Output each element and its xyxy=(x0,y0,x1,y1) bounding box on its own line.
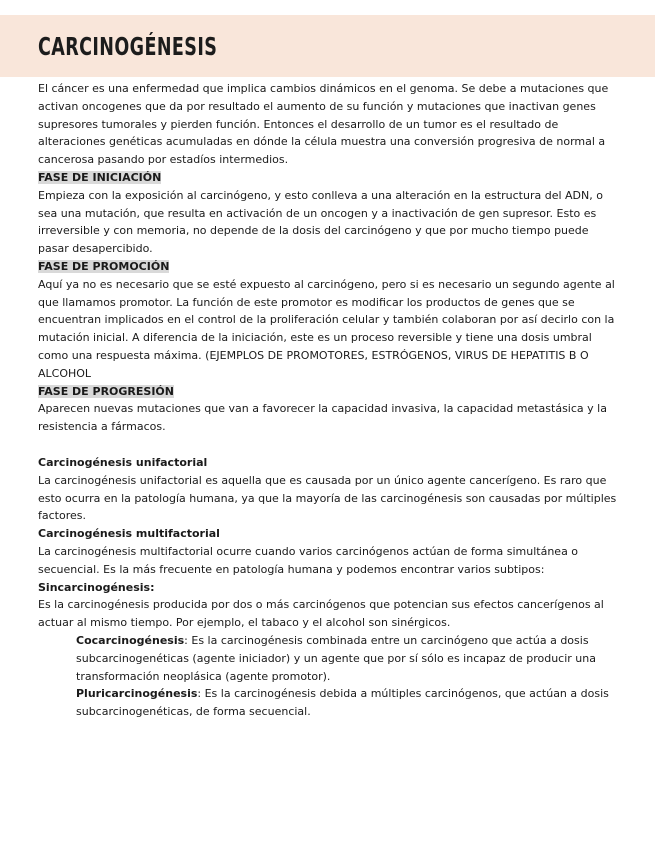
page-title: CARCINOGÉNESIS xyxy=(38,32,218,61)
subtype-cocarcinogenesis xyxy=(38,632,618,685)
unifactorial-heading: Carcinogénesis unifactorial xyxy=(38,455,208,469)
subtype-text: : Es la carcinogénesis combinada entre un carcinógeno que actúa a dosis subcarcinogenéticas (agente iniciador) y un agente que por sí sólo es incapaz de producir una transformación neoplásica (agente promotor). xyxy=(76,633,596,683)
multifactorial-text: La carcinogénesis multifactorial ocurre cuando varios carcinógenos actúan de forma simultánea o secuencial. Es la más frecuente en patología humana y podemos encontrar varios subtipos: xyxy=(38,544,579,576)
phase-text-promocion: Aquí ya no es necesario que se esté expuesto al carcinógeno, pero si es necesario un segundo agente al que llamamos promotor. La función de este promotor es modificar los productos de genes que se encuentran implicados en el control de la proliferación celular y también colaboran por así decirlo con la mutación inicial. A diferencia de la iniciación, este es un proceso reversible y tiene una dosis umbral como una respuesta máxima. (EJEMPLOS DE PROMOTORES, ESTRÓGENOS, VIRUS DE HEPATITIS B O ALCOHOL xyxy=(38,277,615,380)
phase-heading-label: FASE DE PROGRESIÓN xyxy=(38,384,174,398)
phase-heading-progresion xyxy=(38,383,618,401)
spacer xyxy=(38,436,618,454)
phase-heading-label: FASE DE PROMOCIÓN xyxy=(38,259,170,273)
unifactorial-text: La carcinogénesis unifactorial es aquella que es causada por un único agente cancerígeno. Es raro que esto ocurra en la patología humana, ya que la mayoría de las carcinogénesis son causadas por múltiples factores. xyxy=(38,473,617,523)
phase-heading-label: FASE DE INICIACIÓN xyxy=(38,170,162,184)
phase-text-iniciacion: Empieza con la exposición al carcinógeno, y esto conlleva a una alteración en la estructura del ADN, o sea una mutación, que resulta en activación de un oncogen y a inactivación de gen supresor. Esto es irreversible y con memoria, no depende de la dosis del carcinógeno y que por mucho tiempo puede pasar desapercibido. xyxy=(38,188,603,256)
subtype-pluricarcinogenesis xyxy=(38,685,618,721)
document-body xyxy=(38,80,618,721)
intro-paragraph: El cáncer es una enfermedad que implica cambios dinámicos en el genoma. Se debe a mutaciones que activan oncogenes que da por resultado el aumento de su función y mutaciones que inactivan genes supresores tumorales y pierden función. Entonces el desarrollo de un tumor es el resultado de alteraciones genéticas acumuladas en dónde la célula muestra una conversión progresiva de normal a cancerosa pasando por estadíos intermedios. xyxy=(38,82,609,167)
sincarcinogenesis-text: Es la carcinogénesis producida por dos o más carcinógenos que potencian sus efectos cancerígenos al actuar al mismo tiempo. Por ejemplo, el tabaco y el alcohol son sinérgicos. xyxy=(38,598,604,630)
sincarcinogenesis-heading: Sincarcinogénesis: xyxy=(38,580,155,594)
subtype-term: Pluricarcinogénesis xyxy=(76,687,198,701)
subtype-term: Cocarcinogénesis xyxy=(76,633,185,647)
phase-heading-promocion xyxy=(38,258,618,276)
phase-text-progresion: Aparecen nuevas mutaciones que van a favorecer la capacidad invasiva, la capacidad metastásica y la resistencia a fármacos. xyxy=(38,402,607,434)
subtype-text: : Es la carcinogénesis debida a múltiples carcinógenos, que actúan a dosis subcarcinogenéticas, de forma secuencial. xyxy=(76,687,609,719)
phase-heading-iniciacion xyxy=(38,169,618,187)
multifactorial-heading: Carcinogénesis multifactorial xyxy=(38,527,220,541)
